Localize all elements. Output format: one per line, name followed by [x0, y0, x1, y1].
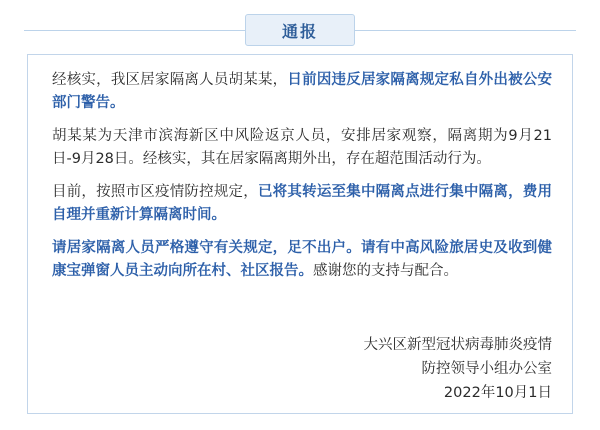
signature-org-line-1: 大兴区新型冠状病毒肺炎疫情: [363, 337, 552, 353]
paragraph-4-text: 感谢您的支持与配合。: [313, 263, 458, 279]
notice-title: 通报: [245, 14, 355, 46]
paragraph-1: [52, 69, 552, 115]
paragraph-1-highlight: 日前因违反居家隔离规定私自外出被公安部门警告。: [52, 72, 553, 111]
paragraph-4: [52, 237, 552, 283]
signature-block: [364, 333, 553, 405]
notice-body-frame: [27, 54, 573, 414]
signature-date: 2022年10月1日: [443, 385, 552, 401]
paragraph-3: [52, 181, 552, 227]
paragraph-4-highlight: 请居家隔离人员严格遵守有关规定，足不出户。请有中高风险旅居史及收到健康宝弹窗人员主动向所在村、社区报告。: [52, 240, 552, 279]
paragraph-2: [52, 125, 552, 171]
title-bar: [0, 14, 600, 44]
signature-org-line-2: 防控领导小组办公室: [421, 361, 552, 377]
paragraph-1-text: 经核实，我区居家隔离人员胡某某，: [52, 72, 288, 88]
paragraph-3-text: 目前，按照市区疫情防控规定，: [52, 184, 258, 200]
paragraph-3-highlight: 已将其转运至集中隔离点进行集中隔离，费用自理并重新计算隔离时间。: [52, 184, 552, 223]
paragraph-2-text: 胡某某为天津市滨海新区中风险返京人员，安排居家观察，隔离期为9月21日-9月28日。经核实，其在居家隔离期外出，存在超范围活动行为。: [52, 128, 552, 167]
